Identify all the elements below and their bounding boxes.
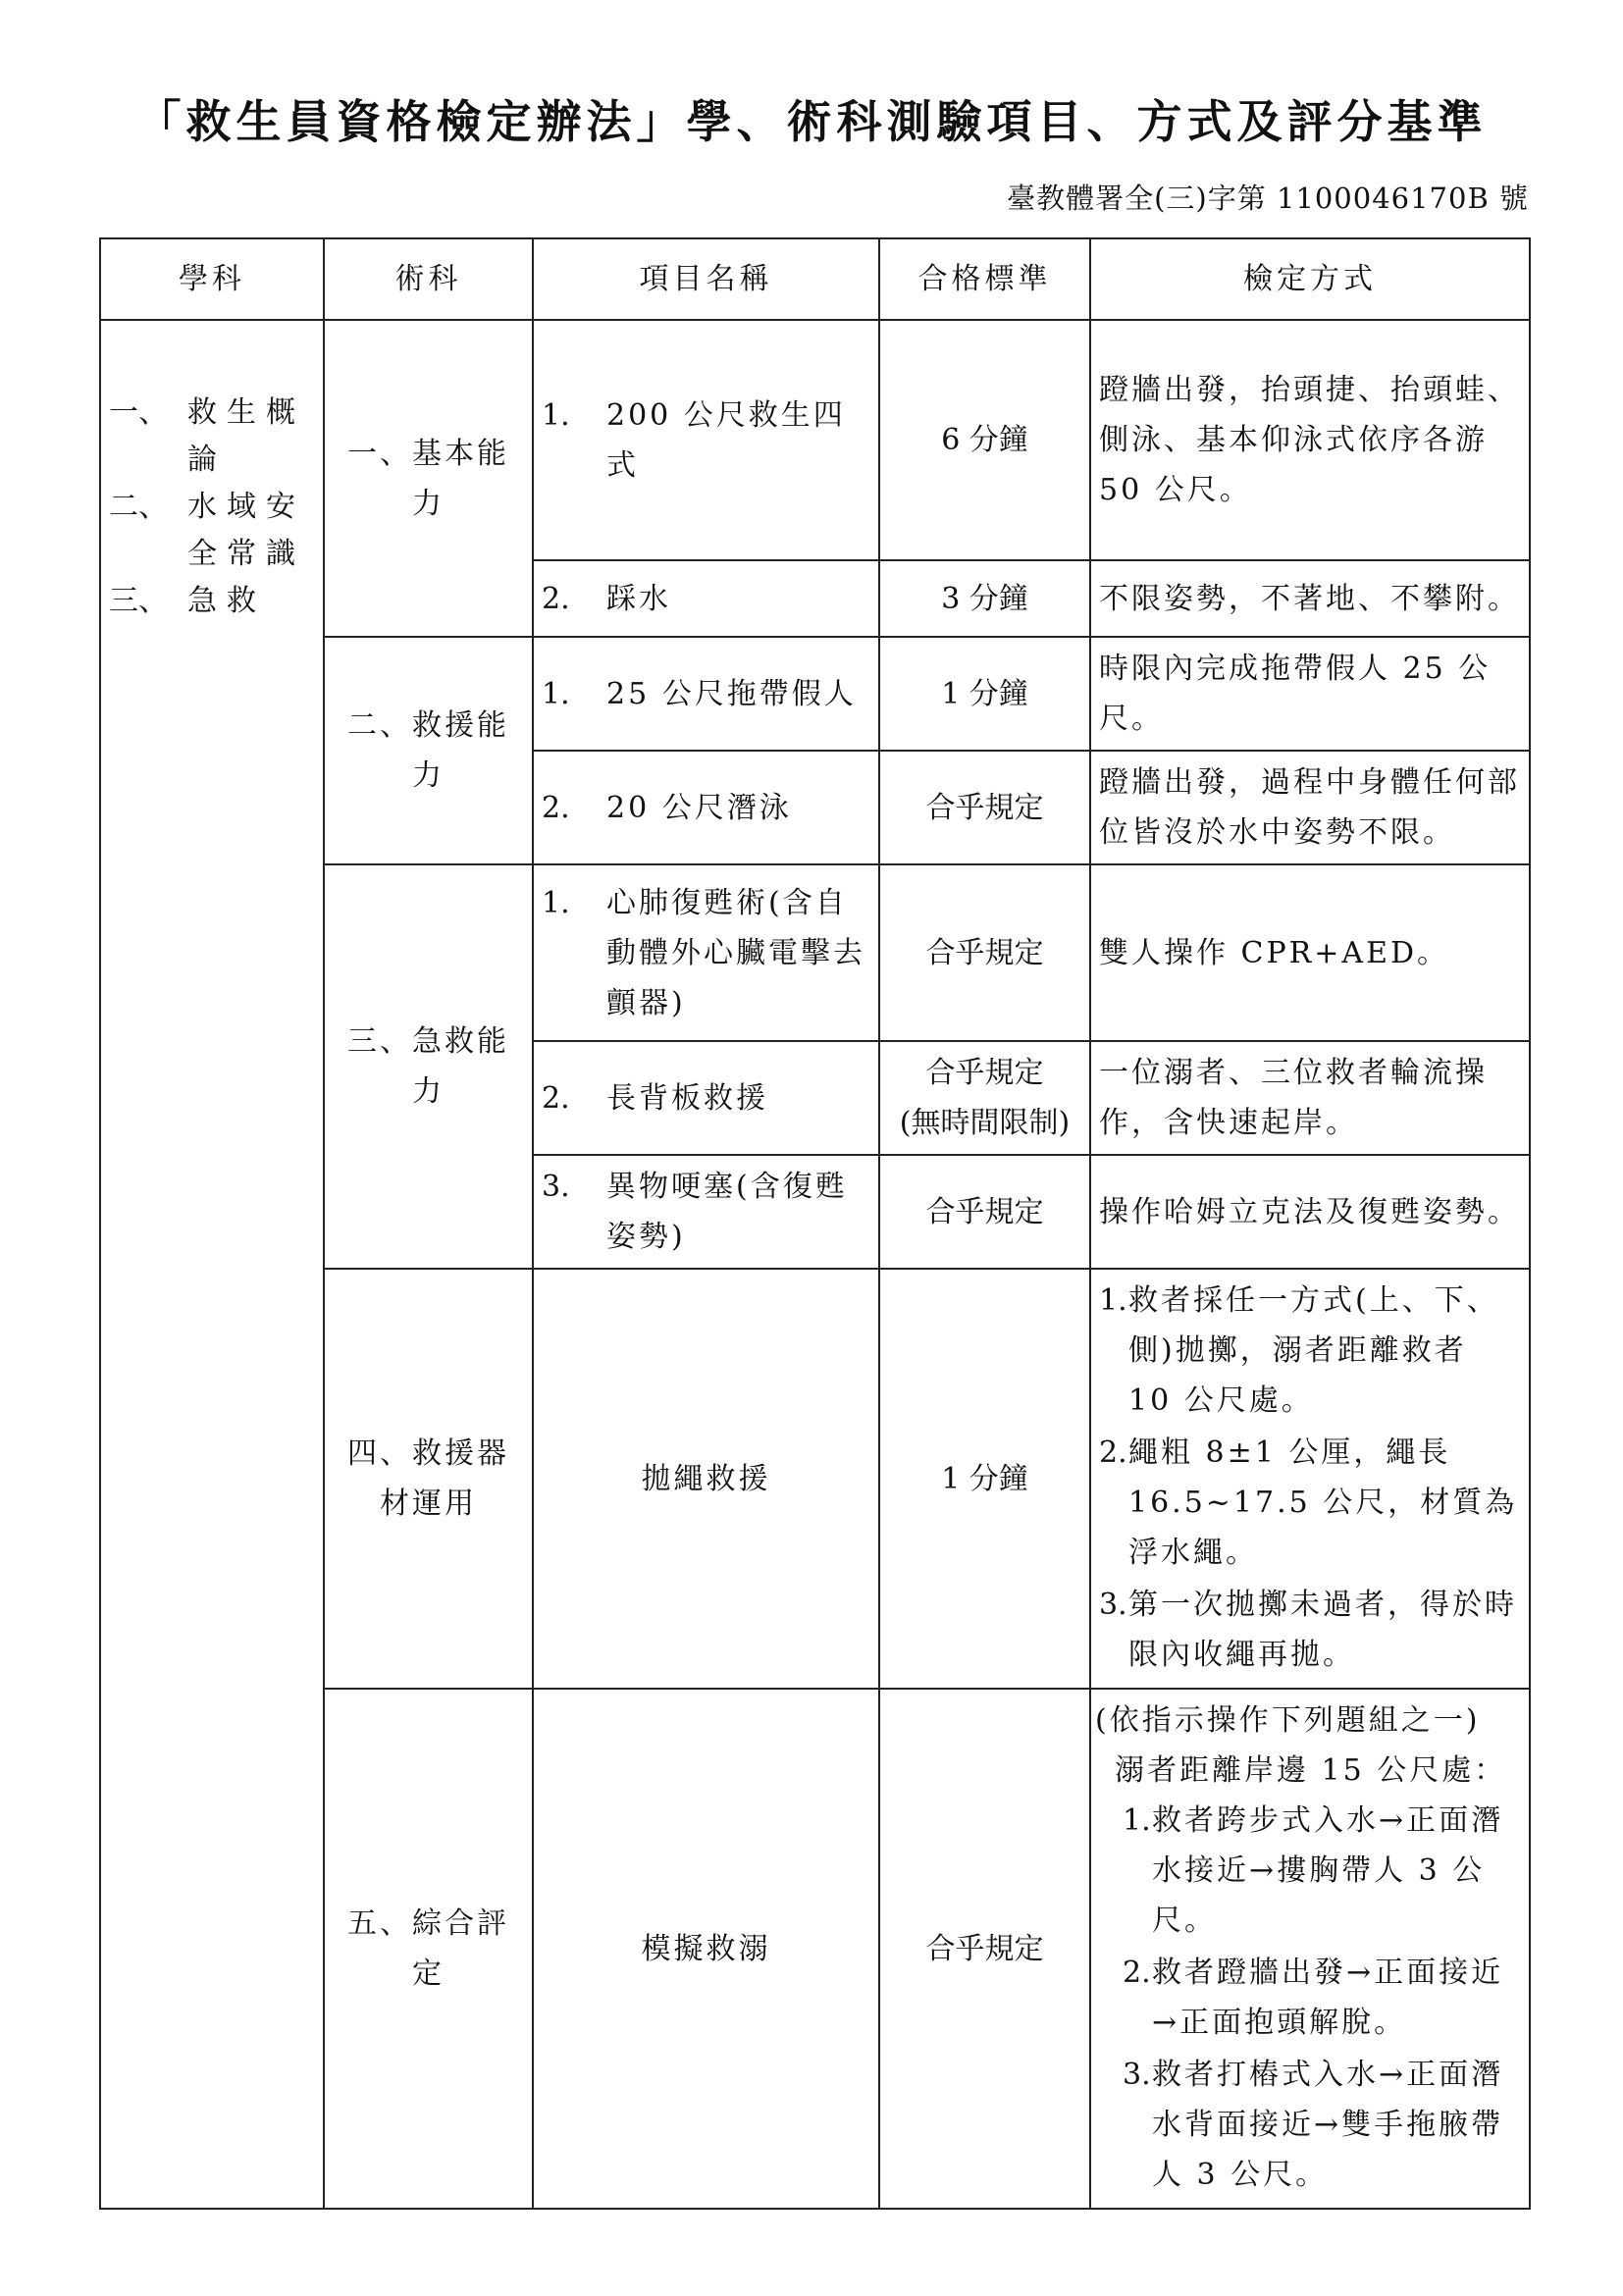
item-name-cell: 模擬救溺 — [533, 1689, 879, 2209]
standard-cell: 6 分鐘 — [879, 320, 1090, 560]
group-name: 二、救援能力 — [324, 637, 533, 864]
group-name: 三、急救能力 — [324, 864, 533, 1269]
standard-cell: 合乎規定 (無時間限制) — [879, 1041, 1090, 1155]
method-cell: 不限姿勢，不著地、不攀附。 — [1090, 560, 1530, 637]
document-title: 「救生員資格檢定辦法」學、術科測驗項目、方式及評分基準 — [135, 95, 1488, 148]
group-name: 四、救援器材運用 — [324, 1269, 533, 1689]
header-item-name: 項目名稱 — [533, 238, 879, 320]
method-list-item: 3. 救者打樁式入水→正面潛水背面接近→雙手拖腋帶人 3 公尺。 — [1123, 2058, 1504, 2192]
method-cell: 時限內完成拖帶假人 25 公尺。 — [1090, 637, 1530, 751]
academic-subject: 三、 急救 — [109, 584, 266, 618]
item-name-cell: 2. 踩水 — [533, 560, 879, 637]
academic-subject: 一、 救生概論 — [109, 395, 305, 477]
method-list-item: 2. 救者蹬牆出發→正面接近→正面抱頭解脫。 — [1123, 1956, 1504, 2040]
method-cell: 蹬牆出發，過程中身體任何部位皆沒於水中姿勢不限。 — [1090, 751, 1530, 864]
academic-subject: 二、 水域安全常識 — [109, 490, 305, 571]
group-name: 一、基本能力 — [324, 320, 533, 637]
item-name-cell: 2. 長背板救援 — [533, 1041, 879, 1155]
method-cell: 雙人操作 CPR+AED。 — [1090, 864, 1530, 1041]
method-intro-location: 溺者距離岸邊 15 公尺處： — [1115, 1753, 1507, 1788]
method-cell: 蹬牆出發，抬頭捷、抬頭蛙、側泳、基本仰泳式依序各游 50 公尺。 — [1090, 320, 1530, 560]
table-row — [100, 320, 1530, 560]
header-method: 檢定方式 — [1090, 238, 1530, 320]
standard-cell: 合乎規定 — [879, 1689, 1090, 2209]
standard-cell: 1 分鐘 — [879, 1269, 1090, 1689]
method-cell: 一位溺者、三位救者輪流操作，含快速起岸。 — [1090, 1041, 1530, 1155]
item-name-cell: 1. 200 公尺救生四式 — [533, 320, 879, 560]
group-name: 五、綜合評定 — [324, 1689, 533, 2209]
item-name-cell: 2. 20 公尺潛泳 — [533, 751, 879, 864]
header-academic: 學科 — [100, 238, 324, 320]
method-list-item: 1. 救者跨步式入水→正面潛水接近→摟胸帶人 3 公尺。 — [1123, 1803, 1504, 1938]
header-practical: 術科 — [324, 238, 533, 320]
item-name-cell: 1. 25 公尺拖帶假人 — [533, 637, 879, 751]
item-name-cell: 拋繩救援 — [533, 1269, 879, 1689]
item-name-cell: 1. 心肺復甦術(含自動體外心臟電擊去顫器) — [533, 864, 879, 1041]
document-number: 臺教體署全(三)字第 1100046170B 號 — [1007, 182, 1529, 215]
method-cell — [1090, 1689, 1530, 2209]
header-standard: 合格標準 — [879, 238, 1090, 320]
standard-cell: 3 分鐘 — [879, 560, 1090, 637]
method-intro: (依指示操作下列題組之一) — [1095, 1703, 1481, 1738]
method-list-item: 2. 繩粗 8±1 公厘，繩長 16.5~17.5 公尺，材質為浮水繩。 — [1099, 1435, 1518, 1570]
standard-cell: 1 分鐘 — [879, 637, 1090, 751]
standard-cell: 合乎規定 — [879, 1155, 1090, 1269]
method-list-item: 1. 救者採任一方式(上、下、側)拋擲，溺者距離救者 10 公尺處。 — [1099, 1283, 1499, 1418]
assessment-table — [99, 237, 1531, 2210]
header-row — [100, 238, 1530, 320]
method-cell — [1090, 1269, 1530, 1689]
academic-subjects-cell — [100, 320, 324, 2209]
item-name-cell: 3. 異物哽塞(含復甦姿勢) — [533, 1155, 879, 1269]
method-cell: 操作哈姆立克法及復甦姿勢。 — [1090, 1155, 1530, 1269]
standard-cell: 合乎規定 — [879, 751, 1090, 864]
standard-cell: 合乎規定 — [879, 864, 1090, 1041]
method-list-item: 3. 第一次拋擲未過者，得於時限內收繩再拋。 — [1099, 1588, 1517, 1672]
